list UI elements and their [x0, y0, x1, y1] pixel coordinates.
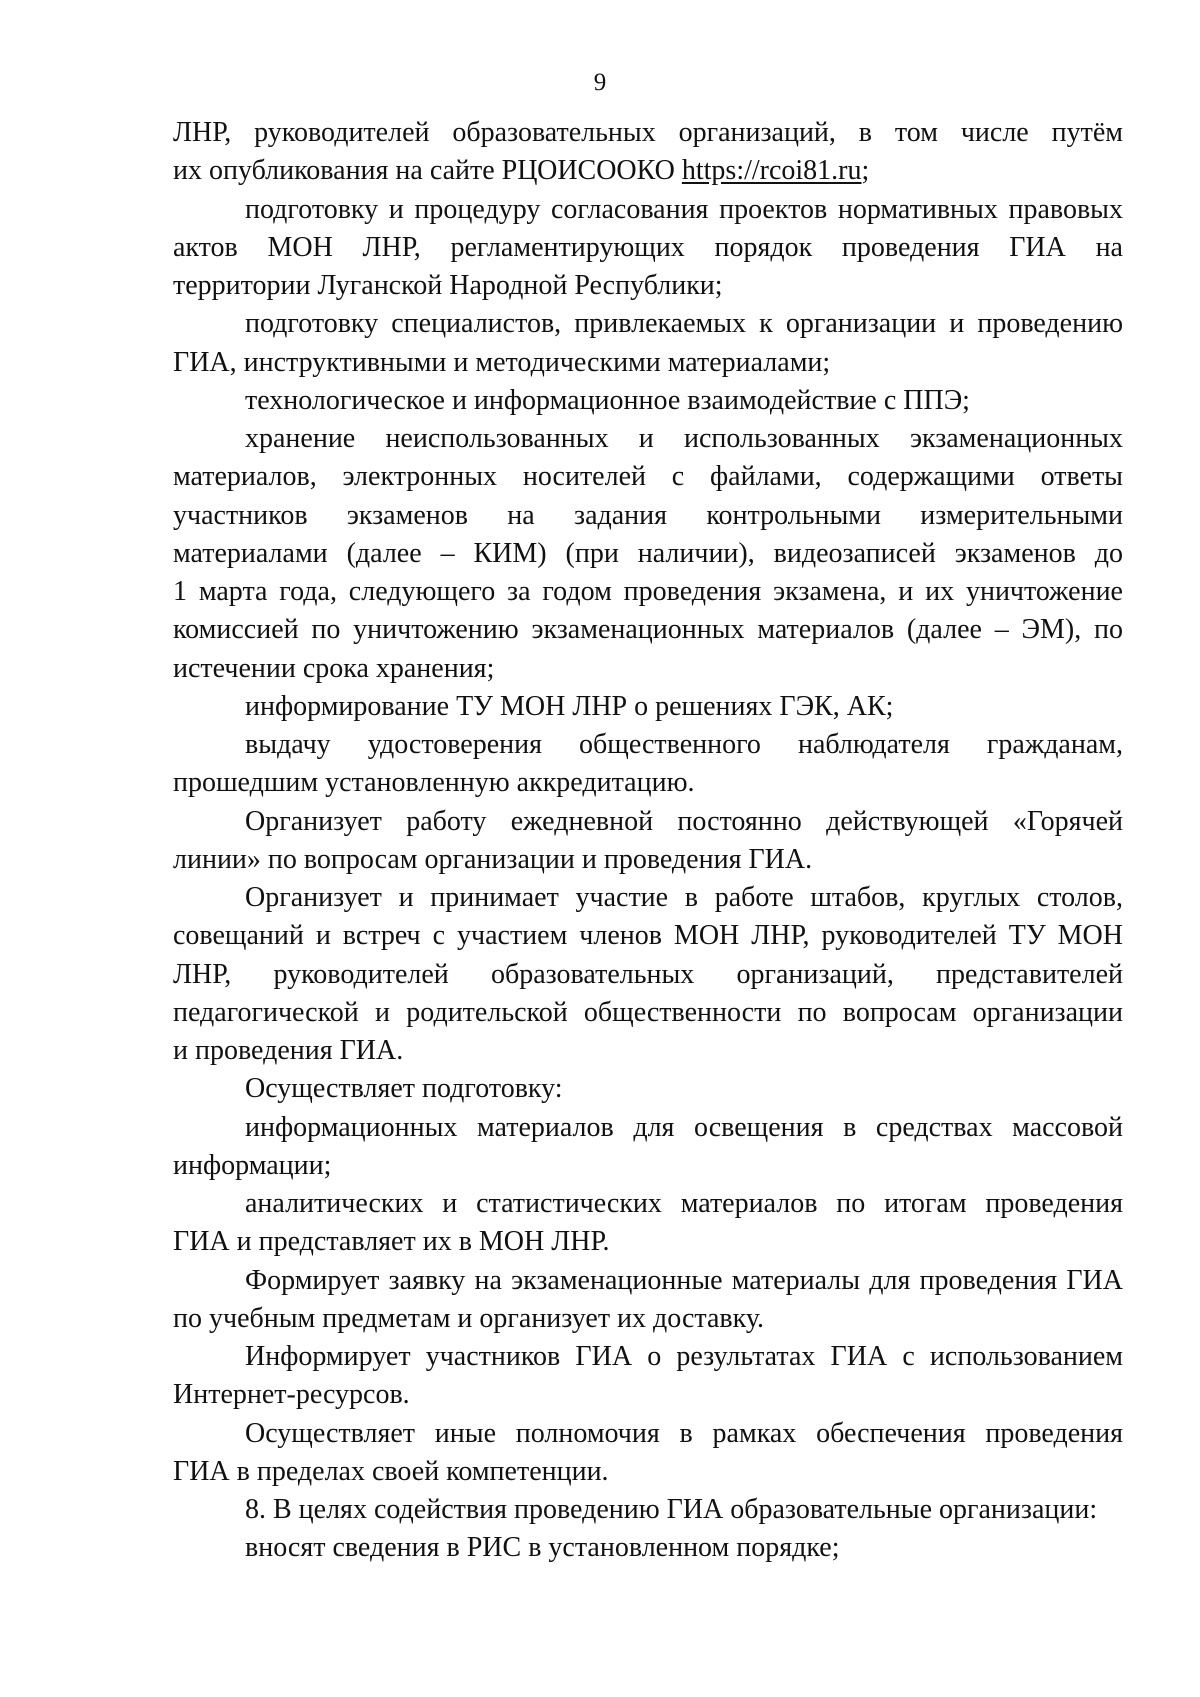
paragraph	[173, 191, 1123, 306]
text-line: выдачу удостоверения общественного наблюдателя гражданам,	[245, 729, 1123, 760]
text-line: ГИА в пределах своей компетенции.	[173, 1455, 609, 1487]
text-line: педагогической и родительской общественности по вопросам организации	[173, 996, 1123, 1028]
text-line: Осуществляет подготовку:	[245, 1073, 563, 1105]
text-line: прошедшим установленную аккредитацию.	[173, 767, 695, 799]
paragraph	[173, 726, 1123, 803]
text-line: 8. В целях содействия проведению ГИА образовательные организации:	[245, 1494, 1098, 1525]
text-line: Организует работу ежедневной постоянно действующей «Горячей	[245, 805, 1123, 837]
paragraph	[173, 382, 1123, 420]
text-line: Интернет-ресурсов.	[173, 1379, 410, 1411]
text-line: комиссией по уничтожению экзаменационных материалов (далее – ЭМ), по	[173, 614, 1123, 646]
text-line: информирование ТУ МОН ЛНР о решениях ГЭК, АК;	[245, 690, 894, 722]
text-line: информации;	[173, 1149, 332, 1181]
text-line: информационных материалов для освещения в средствах массовой	[245, 1111, 1123, 1143]
text-line: ГИА и представляет их в МОН ЛНР.	[173, 1226, 610, 1258]
paragraph	[173, 1262, 1123, 1339]
paragraph	[173, 1338, 1123, 1415]
text-line: технологическое и информационное взаимодействие с ППЭ;	[245, 384, 970, 416]
paragraph	[173, 114, 1123, 191]
text-line: Осуществляет иные полномочия в рамках обеспечения проведения	[245, 1417, 1123, 1449]
paragraph	[173, 1491, 1123, 1529]
paragraph	[173, 420, 1123, 688]
text-line: совещаний и встреч с участием членов МОН ЛНР, руководителей ТУ МОН	[173, 920, 1123, 952]
page-number: 9	[593, 69, 607, 96]
paragraph	[173, 1185, 1123, 1262]
text-line: участников экзаменов на задания контрольными измерительными	[173, 499, 1123, 531]
text-line: линии» по вопросам организации и проведения ГИА.	[173, 843, 813, 875]
text-line: и проведения ГИА.	[173, 1035, 404, 1066]
paragraph	[173, 1109, 1123, 1186]
paragraph	[173, 1070, 1123, 1108]
paragraph	[173, 1415, 1123, 1492]
text-fragment: их опубликования на сайте РЦОИСООКО	[173, 155, 682, 187]
text-line	[173, 152, 1123, 190]
text-line: 1 марта года, следующего за годом проведения экзамена, и их уничтожение	[173, 576, 1123, 607]
text-fragment: ;	[861, 155, 870, 187]
text-line: подготовку специалистов, привлекаемых к организации и проведению	[245, 308, 1123, 340]
text-line: территории Луганской Народной Республики;	[173, 270, 723, 301]
text-line: по учебным предметам и организует их доставку.	[173, 1302, 765, 1334]
paragraph	[173, 305, 1123, 382]
website-link[interactable]: https://rcoi81.ru	[681, 155, 862, 187]
paragraph	[173, 803, 1123, 880]
text-line: Формирует заявку на экзаменационные материалы для проведения ГИА	[245, 1264, 1123, 1296]
text-line: актов МОН ЛНР, регламентирующих порядок проведения ГИА на	[173, 231, 1123, 263]
text-line: хранение неиспользованных и использованных экзаменационных	[245, 423, 1123, 454]
text-line: истечении срока хранения;	[173, 652, 495, 684]
text-line: аналитических и статистических материалов по итогам проведения	[245, 1188, 1123, 1219]
document-body	[173, 114, 1123, 1568]
text-line: ЛНР, руководителей образовательных организаций, в том числе путём	[173, 117, 1123, 148]
text-line: ЛНР, руководителей образовательных организаций, представителей	[173, 958, 1123, 990]
text-line: материалов, электронных носителей с файлами, содержащими ответы	[173, 461, 1123, 493]
text-line: материалами (далее – КИМ) (при наличии), видеозаписей экзаменов до	[173, 537, 1123, 569]
text-line: Информирует участников ГИА о результатах ГИА с использованием	[245, 1341, 1123, 1372]
text-line: подготовку и процедуру согласования проектов нормативных правовых	[245, 193, 1123, 225]
paragraph	[173, 879, 1123, 1070]
paragraph	[173, 688, 1123, 726]
text-line: вносят сведения в РИС в установленном порядке;	[245, 1532, 840, 1564]
text-line: Организует и принимает участие в работе штабов, круглых столов,	[245, 882, 1123, 913]
paragraph	[173, 1529, 1123, 1567]
text-line: ГИА, инструктивными и методическими материалами;	[173, 346, 831, 378]
